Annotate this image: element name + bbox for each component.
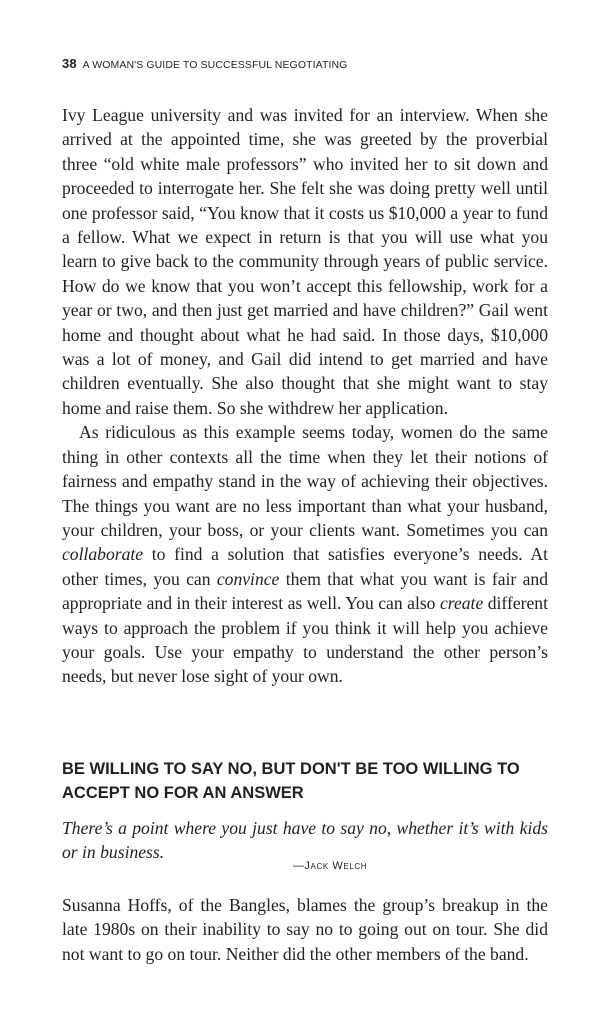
paragraph-2-part-4: different ways to approach the problem if you think it will help you achieve your goals. Use your empathy to understand the other person’s needs, but never lose sight of your own. [62,593,548,687]
emphasis-collaborate: collaborate [62,544,144,565]
section-heading: BE WILLING TO SAY NO, BUT DON'T BE TOO WILLING TO ACCEPT NO FOR AN ANSWER [62,760,520,802]
paragraph-2-part-3: them that what you want is fair and appropriate and in their interest as well. You can also [62,568,548,614]
paragraph-3: Susanna Hoffs, of the Bangles, blames the group’s breakup in the late 1980s on their inability to say no to going out on tour. She did not want to go on tour. Neither did the other members of the band. [62,895,548,964]
emphasis-convince: convince [216,568,280,589]
book-title: A WOMAN'S GUIDE TO SUCCESSFUL NEGOTIATING [82,59,348,71]
paragraph-2 [62,420,548,688]
paragraph-2-part-1: As ridiculous as this example seems today, women do the same thing in other contexts all the time when they let their notions of fairness and empathy stand in the way of achieving their objectives. The things you want are no less important than what your husband, your children, your boss, or your clients want. Sometimes you can [62,422,548,540]
body-text [62,103,548,689]
epigraph-attribution: —Jack Welch [292,860,368,872]
running-head [62,56,347,71]
page-number: 38 [62,56,77,71]
emphasis-create: create [439,593,484,614]
epigraph-quote: There’s a point where you just have to say no, whether it’s with kids or in business. [62,818,548,863]
paragraph-1: Ivy League university and was invited for an interview. When she arrived at the appointed time, she was greeted by the proverbial three “old white male professors” who invited her to sit down and proceeded to interrogate her. She felt she was doing pretty well until one professor said, “You know that it costs us $10,000 a year to fund a fellow. What we expect in return is that you will use what you learn to give back to the community through years of public service. How do we know that you won’t accept this fellowship, work for a year or two, and then just get married and have children?” Gail went home and thought about what he had said. In those days, $10,000 was a lot of money, and Gail did intend to get married and have children eventually. She also thought that she might want to stay home and raise them. So she withdrew her application. [62,105,548,418]
paragraph-2-part-2: to find a solution that satisfies everyone’s needs. At other times, you can [62,544,548,589]
